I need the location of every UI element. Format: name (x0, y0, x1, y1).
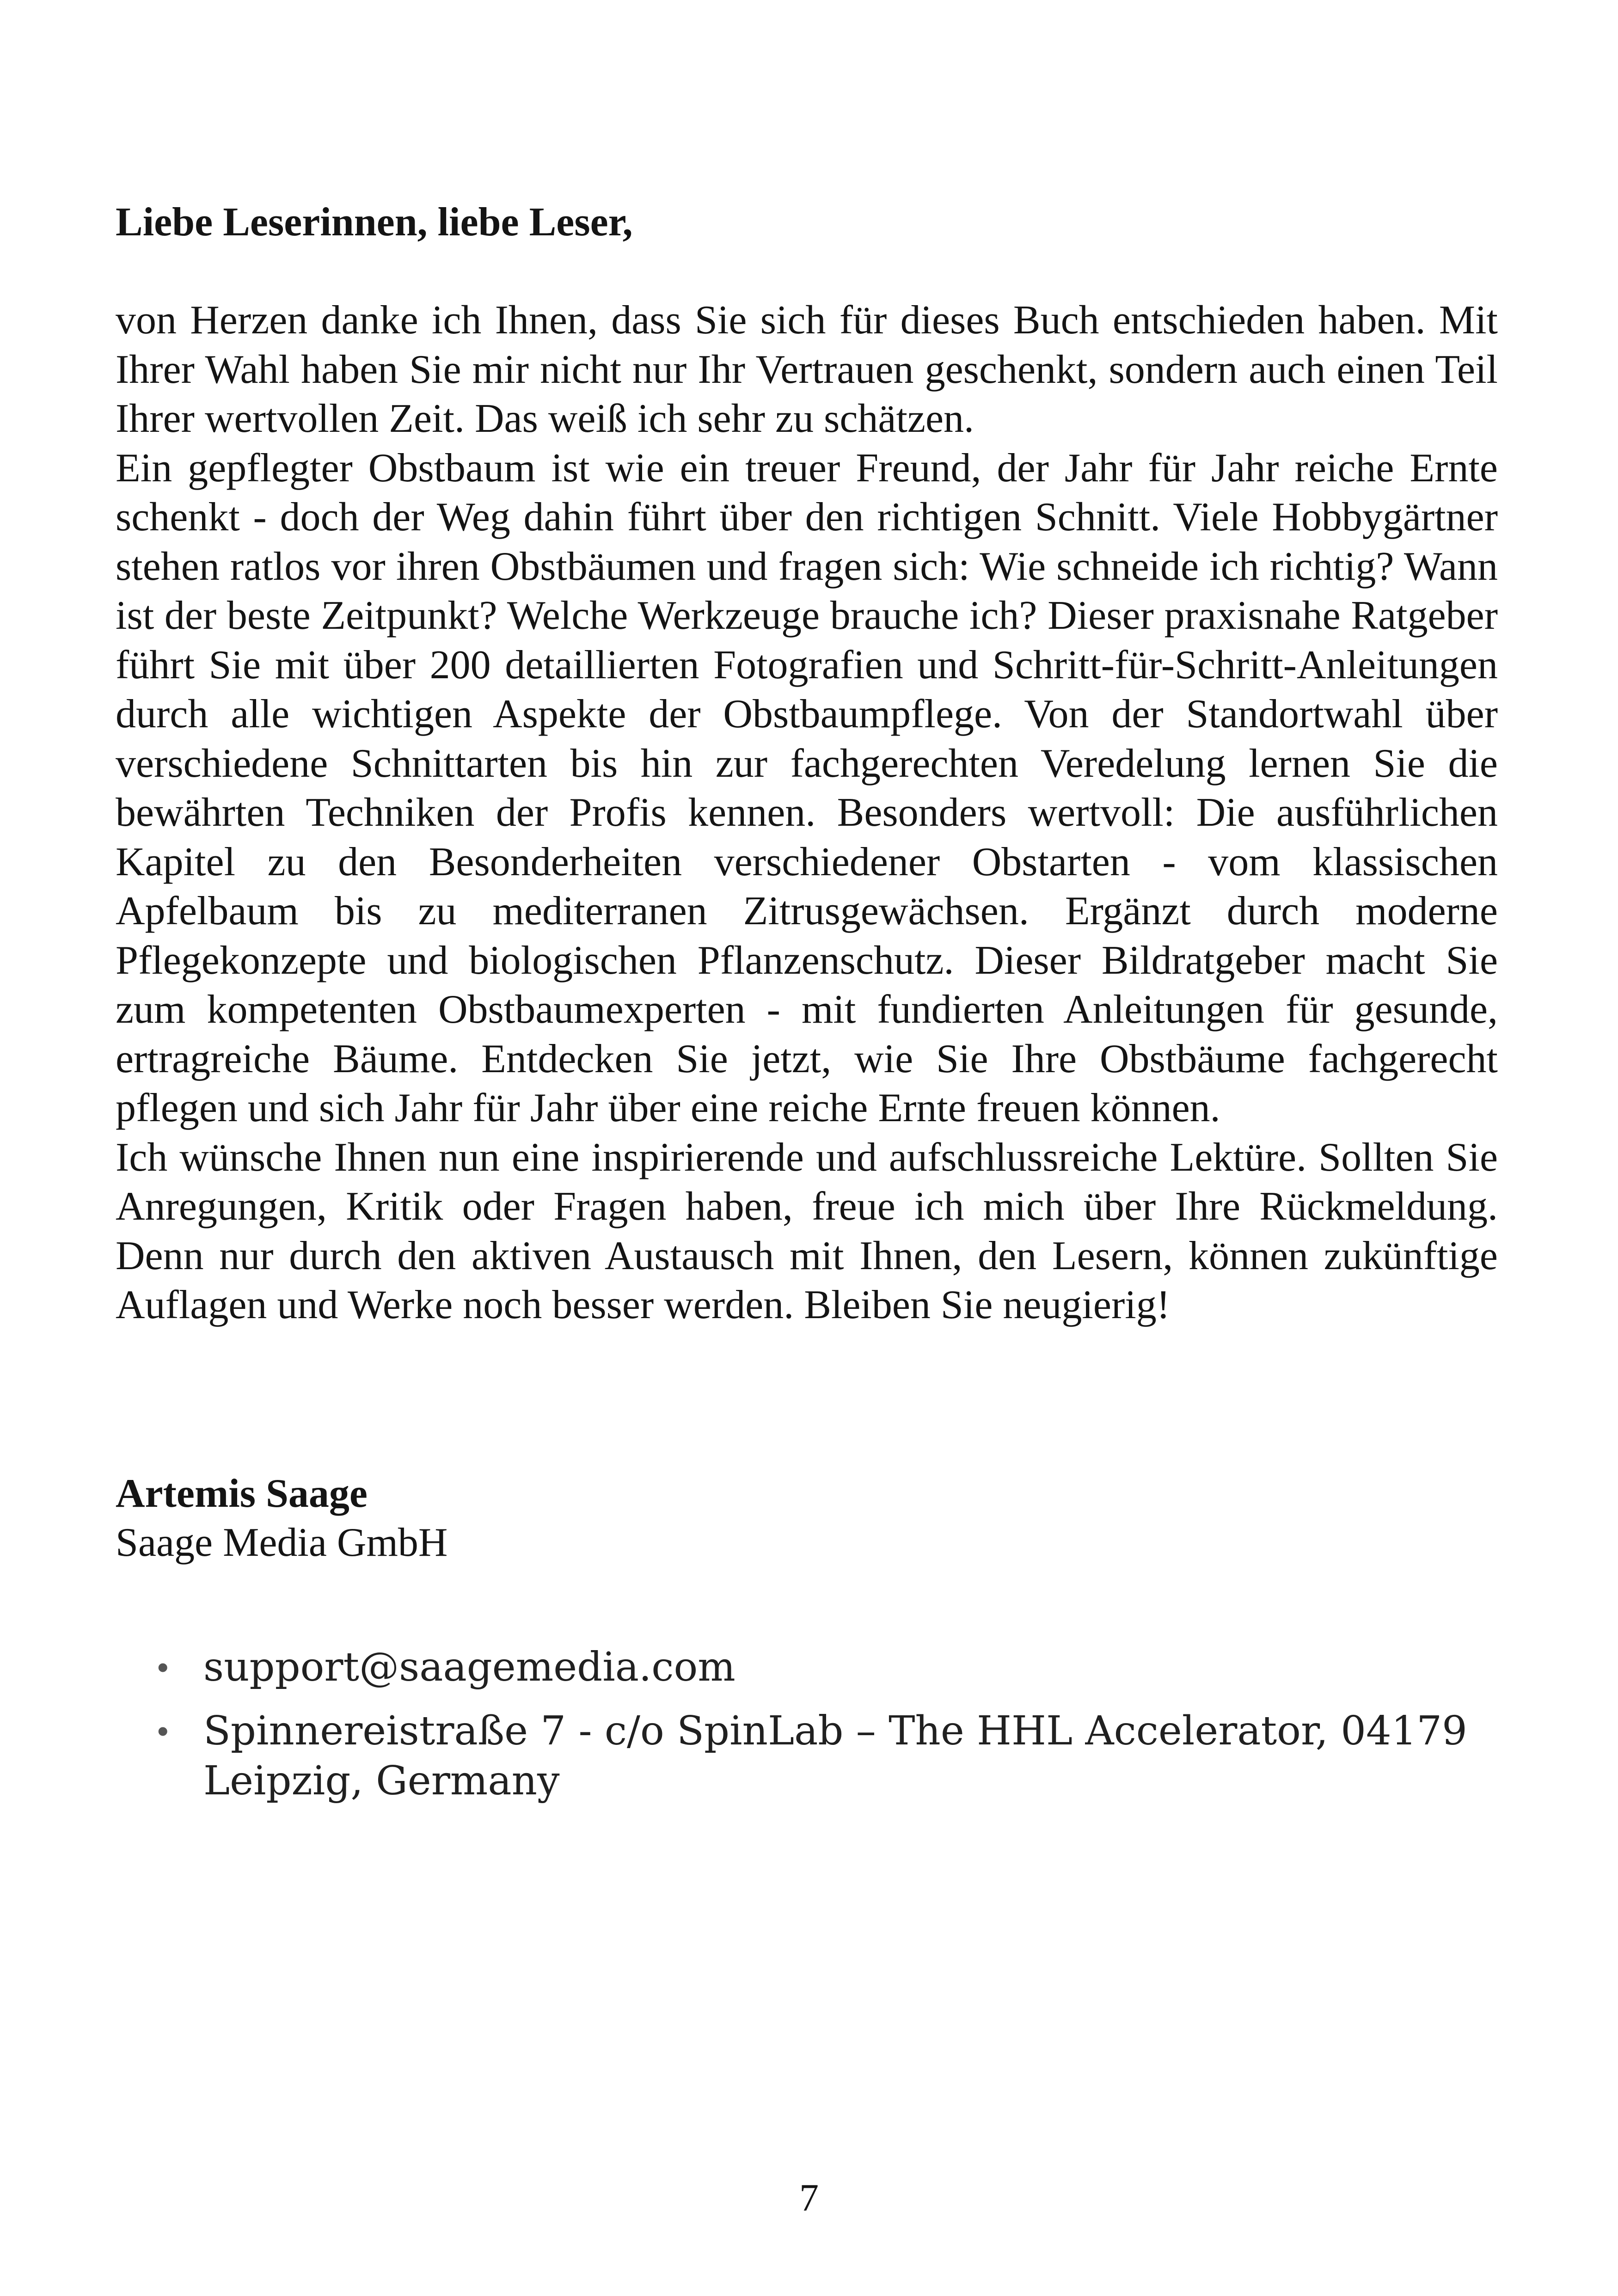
contact-address-item (157, 1706, 1498, 1806)
paragraph-closing-wishes: Ich wünsche Ihnen nun eine inspirierende und aufschlussreiche Lektüre. Sollten Sie Anregungen, Kritik oder Fragen haben, freue ich mich über Ihre Rückmeldung. Denn nur durch den aktiven Austausch mit Ihnen, den Lesern, können zukünftige Auflagen und Werke noch besser werden. Bleiben Sie neugierig! (116, 1135, 1498, 1327)
paragraph-thanks: von Herzen danke ich Ihnen, dass Sie sich für dieses Buch entschieden haben. Mit Ihrer Wahl haben Sie mir nicht nur Ihr Vertrauen geschenkt, sondern auch einen Teil Ihrer wertvollen Zeit. Das weiß ich sehr zu schätzen. (116, 298, 1498, 441)
letter-body (116, 296, 1498, 1330)
bullet-icon: • (157, 1649, 169, 1685)
contact-list (157, 1642, 1498, 1820)
page-number: 7 (799, 2176, 819, 2219)
salutation-heading: Liebe Leserinnen, liebe Leser, (116, 200, 633, 245)
contact-email: support@saagemedia.com (203, 1644, 735, 1690)
company-name: Saage Media GmbH (116, 1520, 448, 1565)
contact-address: Spinnereistraße 7 - c/o SpinLab – The HHL Accelerator, 04179 Leipzig, Germany (203, 1708, 1467, 1804)
paragraph-book-description: Ein gepflegter Obstbaum ist wie ein treuer Freund, der Jahr für Jahr reiche Ernte schenkt - doch der Weg dahin führt über den richtigen Schnitt. Viele Hobbygärtner stehen ratlos vor ihren Obstbäumen und fragen sich: Wie schneide ich richtig? Wann ist der beste Zeitpunkt? Welche Werkzeuge brauche ich? Dieser praxisnahe Ratgeber führt Sie mit über 200 detaillierten Fotografien und Schritt-für-Schritt-Anleitungen durch alle wichtigen Aspekte der Obstbaumpflege. Von der Standortwahl über verschiedene Schnittarten bis hin zur fachgerechten Veredelung lernen Sie die bewährten Techniken der Profis kennen. Besonders wertvoll: Die ausführlichen Kapitel zu den Besonderheiten verschiedener Obstarten - vom klassischen Apfelbaum bis zu mediterranen Zitrusgewächsen. Ergänzt durch moderne Pflegekonzepte und biologischen Pflanzenschutz. Dieser Bildratgeber macht Sie zum kompetenten Obstbaumexperten - mit fundierten Anleitungen für gesunde, ertragreiche Bäume. Entdecken Sie jetzt, wie Sie Ihre Obstbäume fachgerecht pflegen und sich Jahr für Jahr über eine reiche Ernte freuen können. (116, 445, 1498, 1130)
bullet-icon: • (157, 1713, 169, 1749)
signature-block (116, 1469, 447, 1567)
contact-email-item (157, 1642, 1498, 1692)
author-name: Artemis Saage (116, 1471, 368, 1516)
